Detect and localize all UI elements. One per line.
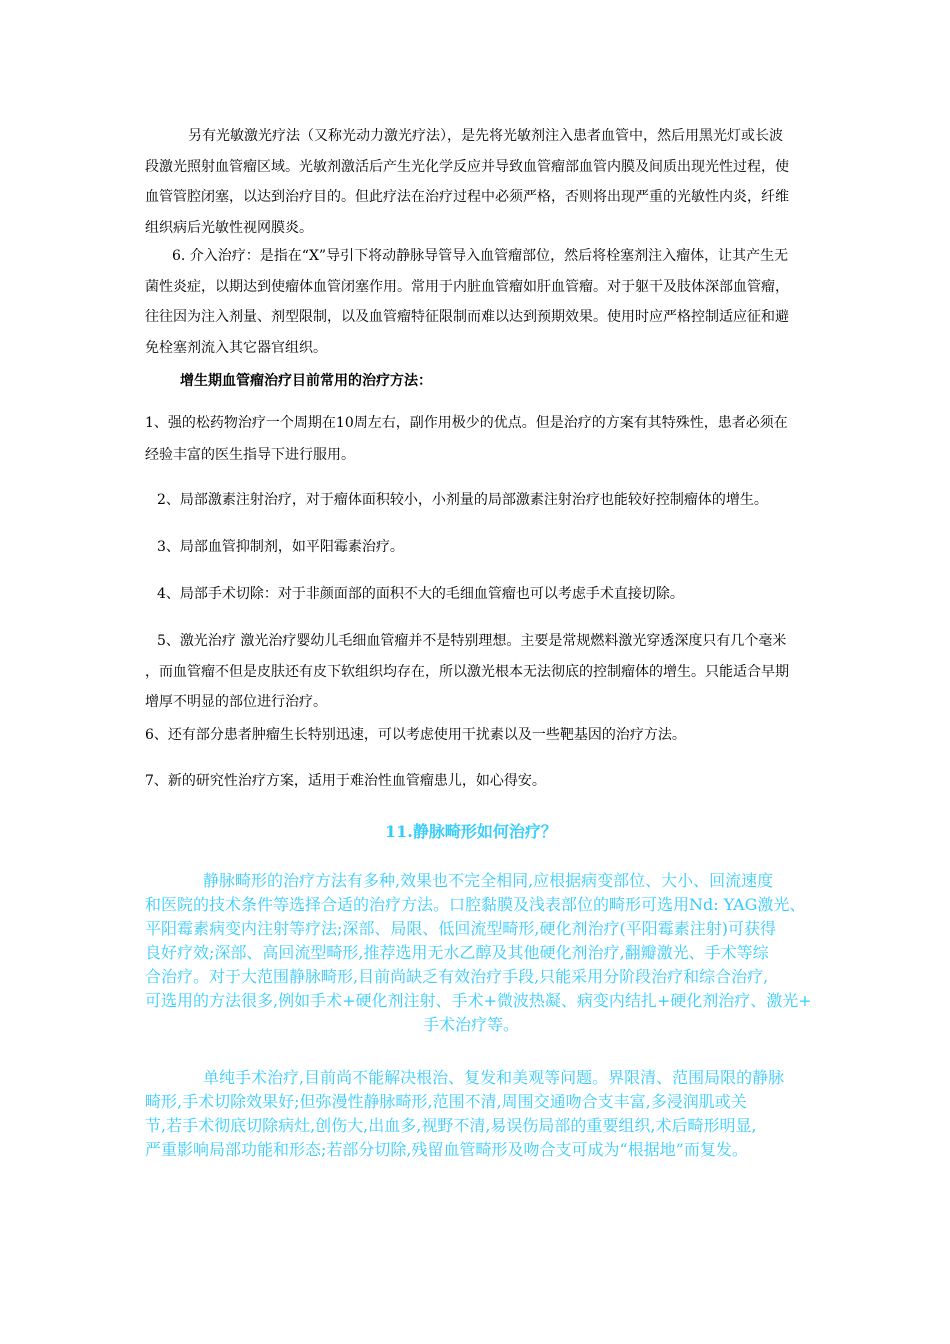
text-line: 增厚不明显的部位进行治疗。 bbox=[145, 694, 327, 710]
list-item-3: 3、局部血管抑制剂，如平阳霉素治疗。 bbox=[157, 539, 404, 555]
section-title-venous-malformation: 11.静脉畸形如何治疗？ bbox=[385, 822, 557, 841]
text-line: 段激光照射血管瘤区域。光敏剂激活后产生光化学反应并导致血管瘤部血管内膜及间质出现光性过程，使 bbox=[145, 158, 789, 175]
text-line: 往往因为注入剂量、剂型限制，以及血管瘤特征限制而难以达到预期效果。使用时应严格控制适应征和避 bbox=[145, 309, 789, 325]
text-line: 节,若手术彻底切除病灶,创伤大,出血多,视野不清,易误伤局部的重要组织,术后畸形明显, bbox=[145, 1116, 757, 1135]
list-item-1 bbox=[145, 410, 788, 469]
text-line: 单纯手术治疗,目前尚不能解决根治、复发和美观等问题。界限清、范围局限的静脉 bbox=[203, 1068, 785, 1087]
list-item-4: 4、局部手术切除：对于非颜面部的面积不大的毛细血管瘤也可以考虑手术直接切除。 bbox=[157, 586, 684, 602]
text-line: 畸形,手术切除效果好;但弥漫性静脉畸形,范围不清,周围交通吻合支丰富,多浸润肌或关 bbox=[145, 1092, 747, 1111]
heading-proliferative-treatments: 增生期血管瘤治疗目前常用的治疗方法： bbox=[180, 373, 432, 389]
text-line: 严重影响局部功能和形态;若部分切除,残留血管畸形及吻合支可成为“根据地”而复发。 bbox=[145, 1140, 748, 1159]
text-line: 6. 介入治疗：是指在“X”导引下将动静脉导管导入血管瘤部位，然后将栓塞剂注入瘤体，让其产生无 bbox=[172, 248, 789, 264]
text-line: 静脉畸形的治疗方法有多种,效果也不完全相同,应根据病变部位、大小、回流速度 bbox=[203, 871, 774, 890]
list-item-2: 2、局部激素注射治疗，对于瘤体面积较小，小剂量的局部激素注射治疗也能较好控制瘤体的增生。 bbox=[157, 492, 768, 508]
paragraph-photodynamic-therapy bbox=[145, 121, 789, 243]
text-line: 5、激光治疗 激光治疗婴幼儿毛细血管瘤并不是特别理想。主要是常规燃料激光穿透深度只有几个毫米 bbox=[157, 633, 787, 649]
text-line: 和医院的技术条件等选择合适的治疗方法。口腔黏膜及浅表部位的畸形可选用Nd: YAG激光、 bbox=[145, 895, 806, 914]
paragraph-interventional-therapy bbox=[145, 241, 789, 363]
list-item-7: 7、新的研究性治疗方案，适用于难治性血管瘤患儿，如心得安。 bbox=[145, 773, 546, 789]
text-line: 平阳霉素病变内注射等疗法;深部、局限、低回流型畸形,硬化剂治疗(平阳霉素注射)可获得 bbox=[145, 919, 776, 938]
text-line: 菌性炎症，以期达到使瘤体血管闭塞作用。常用于内脏血管瘤如肝血管瘤。对于躯干及肢体深部血管瘤， bbox=[145, 278, 789, 295]
list-item-6: 6、还有部分患者肿瘤生长特别迅速，可以考虑使用干扰素以及一些靶基因的治疗方法。 bbox=[145, 727, 686, 743]
text-line: 手术治疗等。 bbox=[423, 1015, 520, 1034]
text-line: 另有光敏激光疗法（又称光动力激光疗法），是先将光敏剂注入患者血管中，然后用黑光灯或长波 bbox=[188, 128, 783, 144]
text-line: 免栓塞剂流入其它器官组织。 bbox=[145, 339, 327, 356]
text-line: ，而血管瘤不但是皮肤还有皮下软组织均存在，所以激光根本无法彻底的控制瘤体的增生。只能适合早期 bbox=[145, 663, 789, 680]
text-line: 可选用的方法很多,例如手术+硬化剂注射、手术+微波热凝、病变内结扎+硬化剂治疗、激光+ bbox=[145, 991, 812, 1010]
text-line: 良好疗效;深部、高回流型畸形,推荐选用无水乙醇及其他硬化剂治疗,翻瓣激光、手术等综 bbox=[145, 943, 769, 962]
list-item-5 bbox=[145, 626, 789, 718]
text-line: 合治疗。对于大范围静脉畸形,目前尚缺乏有效治疗手段,只能采用分阶段治疗和综合治疗, bbox=[145, 967, 769, 986]
text-line: 1、强的松药物治疗一个周期在10周左右，副作用极少的优点。但是治疗的方案有其特殊性，患者必须在 bbox=[145, 415, 788, 431]
paragraph-venous-malformation-methods bbox=[145, 869, 812, 1037]
paragraph-surgical-treatment bbox=[145, 1066, 784, 1162]
text-line: 血管管腔闭塞，以达到治疗目的。但此疗法在治疗过程中必须严格，否则将出现严重的光敏性内炎，纤维 bbox=[145, 189, 789, 205]
text-line: 经验丰富的医生指导下进行服用。 bbox=[145, 447, 355, 463]
text-line: 组织病后光敏性视网膜炎。 bbox=[145, 219, 313, 236]
